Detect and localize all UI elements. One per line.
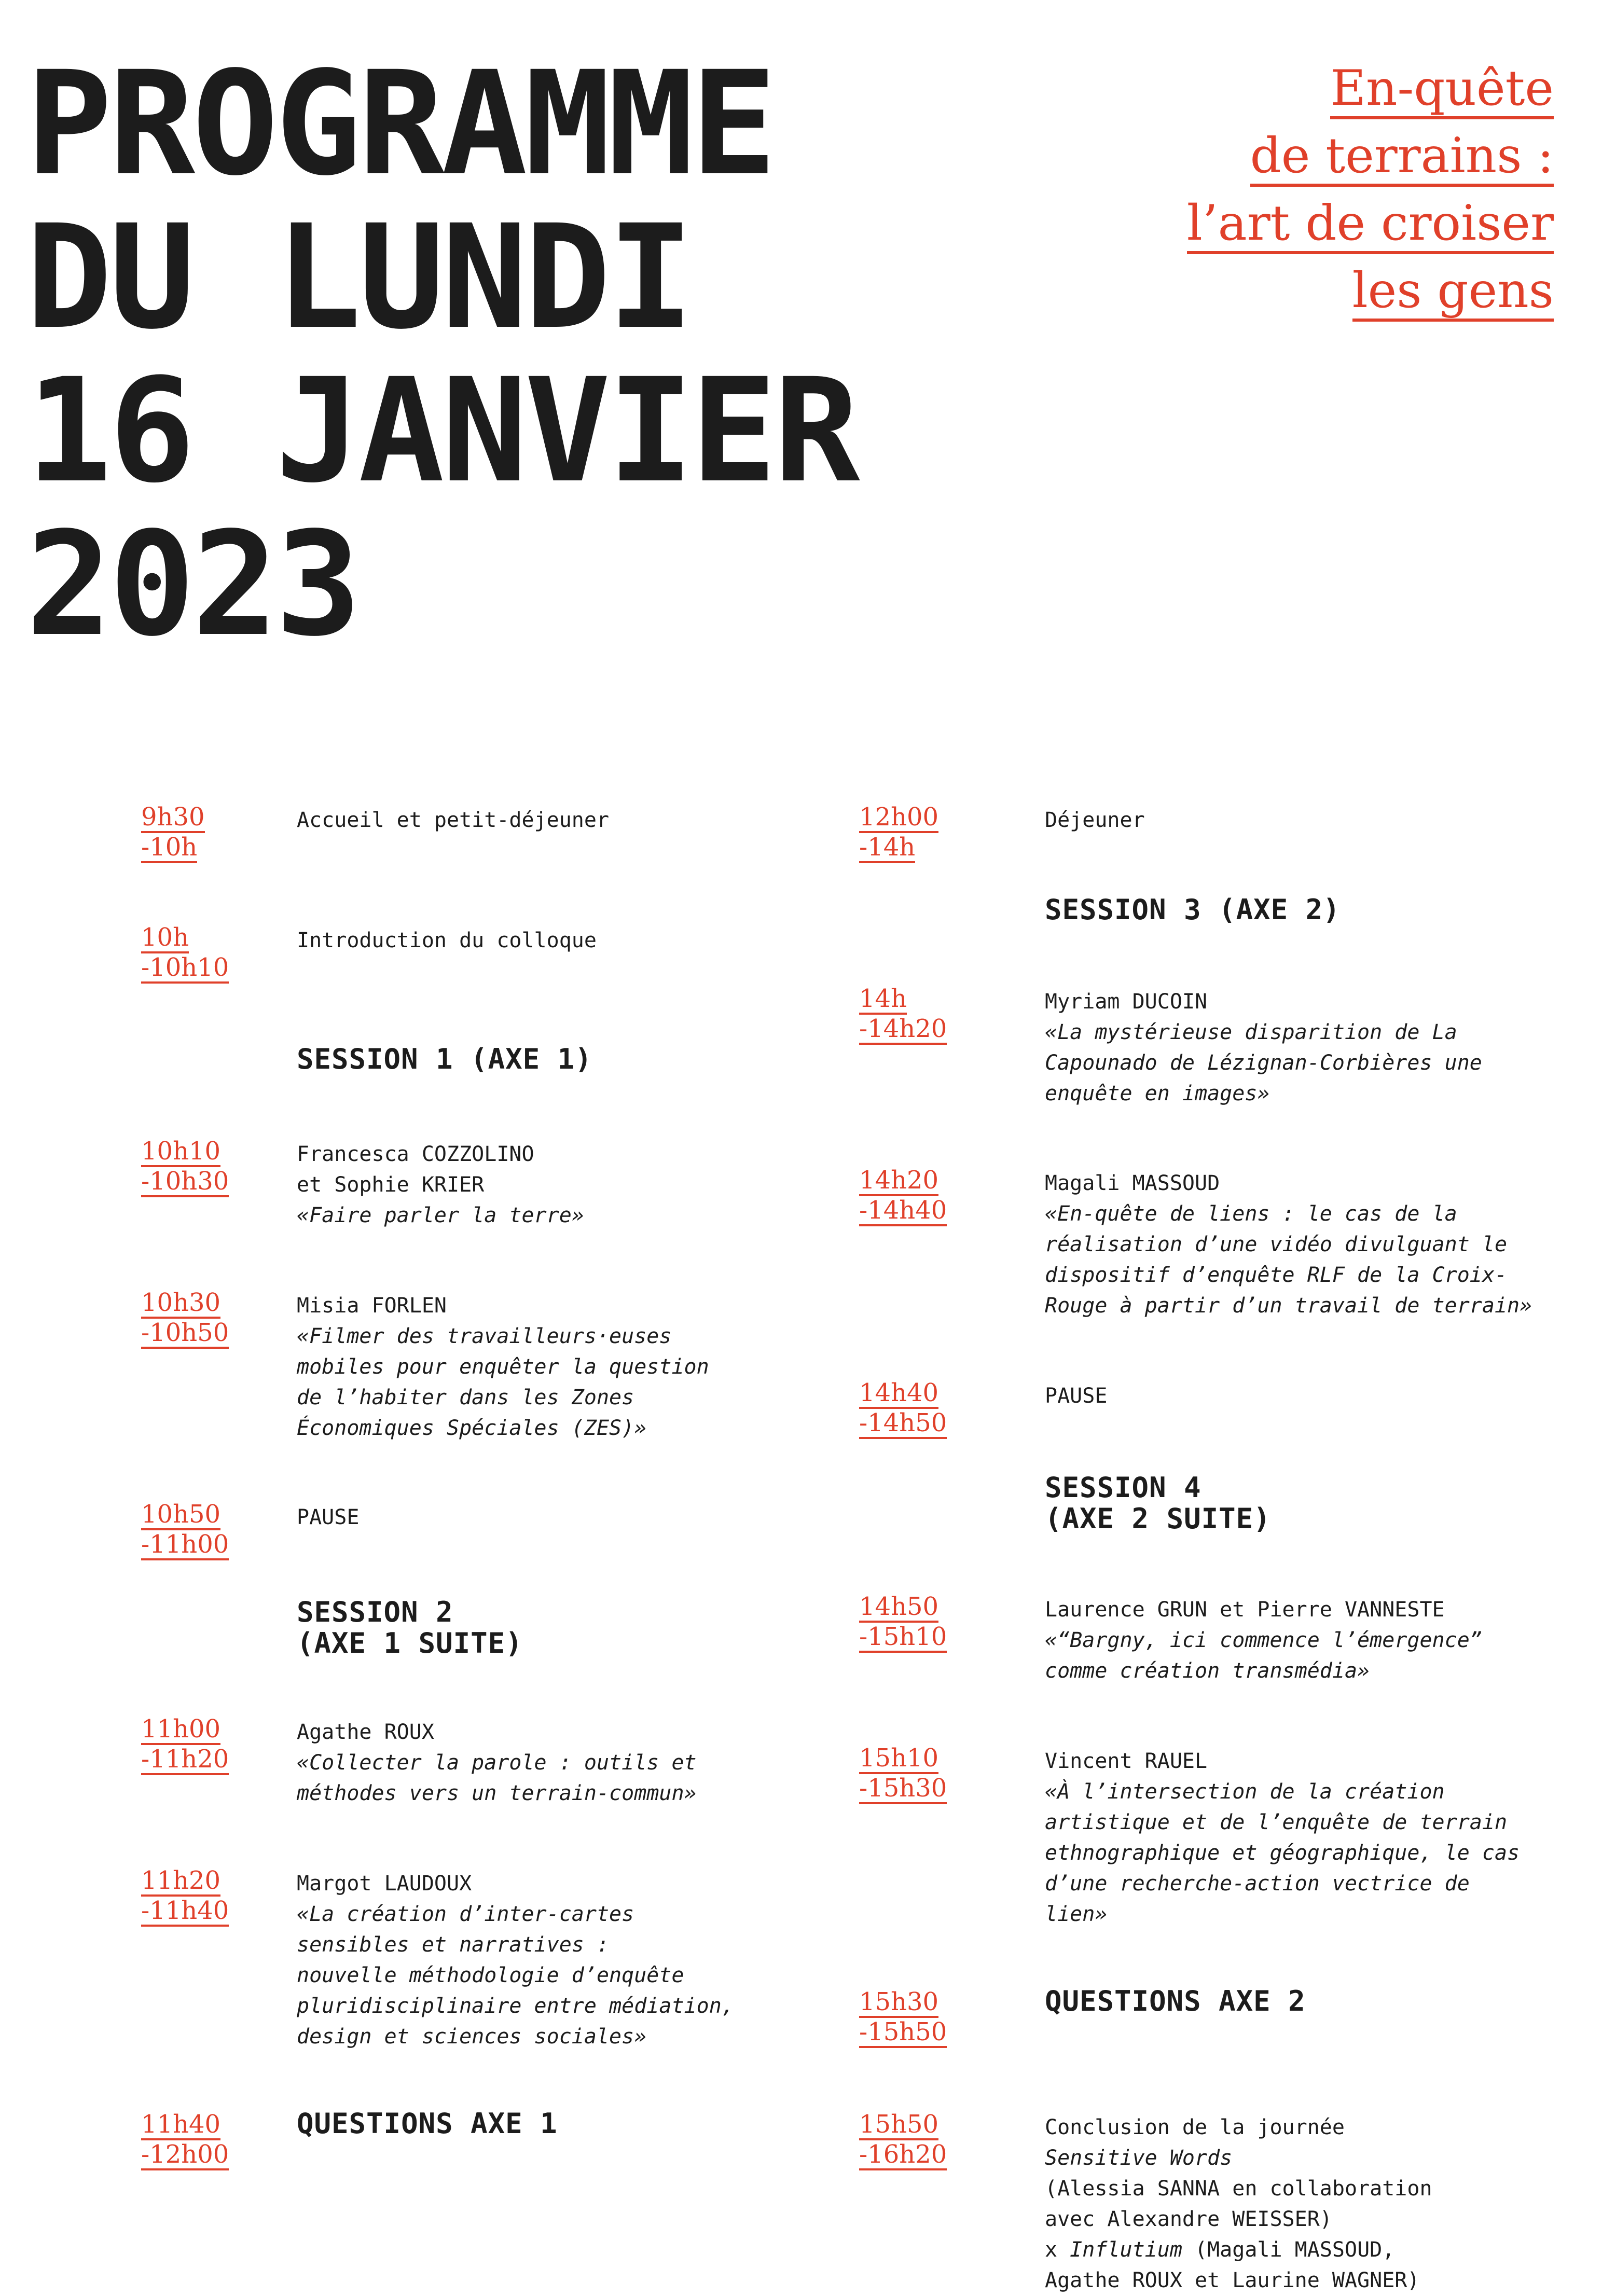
talk-title: «“Bargny, ici commence l’émergence” <box>1045 1628 1482 1652</box>
item-description <box>297 1139 867 1231</box>
time-slot: 10h30 -10h50 <box>141 1289 229 1349</box>
talk-title: réalisation d’une vidéo divulguant le <box>1045 1233 1508 1256</box>
title-line: 2023 <box>26 502 358 668</box>
talk-title: d’une recherche-action vectrice de <box>1045 1872 1470 1896</box>
questions-heading: QUESTIONS AXE 2 <box>1045 1985 1306 2017</box>
talk-title: sensibles et narratives : <box>297 1933 610 1957</box>
credits-line: Agathe ROUX et Laurine WAGNER) <box>1045 2269 1420 2292</box>
session-heading: SESSION 3 (AXE 2) <box>1045 893 1341 926</box>
talk-title: «La mystérieuse disparition de La <box>1045 1020 1457 1044</box>
item-description: PAUSE <box>1045 1384 1108 1408</box>
time-slot: 10h50 -11h00 <box>141 1500 229 1560</box>
item-description <box>1045 1595 1615 1686</box>
speaker-name: Vincent RAUEL <box>1045 1749 1208 1773</box>
speaker-name: Myriam DUCOIN <box>1045 990 1208 1014</box>
title-line: DU LUNDI <box>26 195 691 361</box>
time-slot: 11h00 -11h20 <box>141 1715 229 1775</box>
talk-title: nouvelle méthodologie d’enquête <box>297 1963 684 1987</box>
talk-title: «Faire parler la terre» <box>297 1204 584 1227</box>
session-heading: SESSION 4 (AXE 2 SUITE) <box>1045 1471 1271 1535</box>
item-description: PAUSE <box>297 1505 360 1529</box>
talk-title: pluridisciplinaire entre médiation, <box>297 1994 734 2018</box>
talk-title: dispositif d’enquête RLF de la Croix- <box>1045 1263 1508 1287</box>
speaker-name: Margot LAUDOUX <box>297 1872 472 1896</box>
talk-title: enquête en images» <box>1045 1082 1270 1105</box>
time-slot: 14h50 -15h10 <box>859 1593 947 1653</box>
time-slot: 14h40 -14h50 <box>859 1379 947 1439</box>
conclusion-label: Conclusion de la journée <box>1045 2115 1345 2139</box>
item-description <box>297 1869 867 2052</box>
project-title: Sensitive Words <box>1045 2146 1233 2170</box>
talk-title: «En-quête de liens : le cas de la <box>1045 1202 1457 1226</box>
talk-title: «Filmer des travailleurs·euses <box>297 1324 672 1348</box>
subtitle-line: de terrains : <box>1250 129 1554 187</box>
time-slot: 15h50 -16h20 <box>859 2110 947 2170</box>
talk-title: «À l’intersection de la création <box>1045 1780 1445 1804</box>
subtitle-line: les gens <box>1352 264 1554 322</box>
time-slot: 12h00 -14h <box>859 803 938 863</box>
time-slot: 9h30 -10h <box>141 803 205 863</box>
time-slot: 14h20 -14h40 <box>859 1166 947 1226</box>
speaker-name: Magali MASSOUD <box>1045 1171 1220 1195</box>
time-slot: 10h -10h10 <box>141 923 229 984</box>
talk-title: design et sciences sociales» <box>297 2025 647 2049</box>
credits-line: x Influtium (Magali MASSOUD, <box>1045 2238 1395 2262</box>
questions-heading: QUESTIONS AXE 1 <box>297 2107 558 2140</box>
credits-line: (Alessia SANNA en collaboration <box>1045 2177 1432 2201</box>
time-slot: 15h10 -15h30 <box>859 1744 947 1804</box>
talk-title: lien» <box>1045 1902 1108 1926</box>
title-line: 16 JANVIER <box>26 348 857 515</box>
talk-title: artistique et de l’enquête de terrain <box>1045 1810 1508 1834</box>
session-heading: SESSION 2 (AXE 1 SUITE) <box>297 1596 523 1659</box>
talk-title: Économiques Spéciales (ZES)» <box>297 1416 647 1440</box>
talk-title: Capounado de Lézignan-Corbières une <box>1045 1051 1482 1075</box>
time-slot: 11h40 -12h00 <box>141 2110 229 2170</box>
talk-title: méthodes vers un terrain-commun» <box>297 1781 697 1805</box>
credits-line: avec Alexandre WEISSER) <box>1045 2207 1332 2231</box>
time-slot: 14h -14h20 <box>859 985 947 1045</box>
item-description: Introduction du colloque <box>297 929 597 952</box>
speaker-name: Agathe ROUX <box>297 1720 434 1744</box>
subtitle-line: En-quête <box>1330 61 1554 119</box>
item-description <box>1045 987 1615 1109</box>
session-heading: SESSION 1 (AXE 1) <box>297 1043 592 1075</box>
title-line: PROGRAMME <box>26 41 774 208</box>
item-description: Accueil et petit-déjeuner <box>297 808 610 832</box>
item-description: Déjeuner <box>1045 808 1145 832</box>
talk-title: ethnographique et géographique, le cas <box>1045 1841 1520 1865</box>
time-slot: 11h20 -11h40 <box>141 1866 229 1927</box>
talk-title: comme création transmédia» <box>1045 1659 1370 1683</box>
subtitle-line: l’art de croiser <box>1187 196 1554 254</box>
event-subtitle <box>1187 58 1554 328</box>
time-slot: 15h30 -15h50 <box>859 1988 947 2048</box>
talk-title: «La création d’inter-cartes <box>297 1902 634 1926</box>
item-description <box>297 1291 867 1444</box>
speaker-name: et Sophie KRIER <box>297 1173 485 1197</box>
item-description <box>1045 2112 1615 2296</box>
talk-title: de l’habiter dans les Zones <box>297 1386 634 1409</box>
item-description <box>1045 1168 1615 1321</box>
item-description <box>1045 1746 1615 1930</box>
speaker-name: Misia FORLEN <box>297 1294 447 1318</box>
talk-title: Rouge à partir d’un travail de terrain» <box>1045 1294 1532 1318</box>
talk-title: «Collecter la parole : outils et <box>297 1751 697 1775</box>
speaker-name: Laurence GRUN et Pierre VANNESTE <box>1045 1598 1445 1622</box>
item-description <box>297 1717 867 1809</box>
project-title: Influtium <box>1070 2238 1182 2262</box>
speaker-name: Francesca COZZOLINO <box>297 1142 534 1166</box>
page-title <box>26 41 857 668</box>
time-slot: 10h10 -10h30 <box>141 1137 229 1197</box>
talk-title: mobiles pour enquêter la question <box>297 1355 709 1379</box>
